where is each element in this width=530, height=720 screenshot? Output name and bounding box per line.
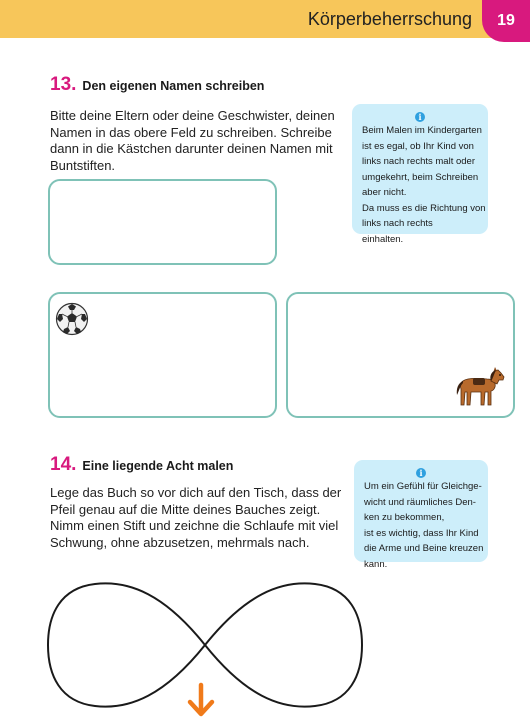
task-14-number: 14.: [50, 454, 77, 475]
task-14-heading: [50, 454, 233, 476]
task-14-text-line: Schwung, ohne abzusetzen, mehrmals nach.: [50, 534, 310, 550]
parent-name-field[interactable]: [48, 179, 277, 265]
info-line: ist es egal, ob Ihr Kind von: [362, 140, 474, 152]
soccer-ball-icon: [55, 302, 89, 336]
task-14-text-line: Pfeil genau auf die Mitte deines Bauches zeigt.: [50, 501, 321, 517]
task-13-text-line: dann in die Kästchen darunter deinen Namen mit: [50, 141, 333, 156]
task-14-instructions: [50, 485, 341, 551]
task-14-text-line: Nimm einen Stift und zeichne die Schlaufe mit viel: [50, 518, 339, 533]
task-14-info-box: [354, 460, 488, 570]
info-line: wicht und räumliches Den-: [364, 496, 476, 508]
info-line: Da muss es die Richtung von: [362, 202, 486, 214]
task-13-text-line: Buntstiften.: [50, 157, 116, 173]
task-14-title: Eine liegende Acht malen: [82, 459, 234, 473]
task-13-instructions: [50, 108, 335, 174]
horse-icon: [451, 367, 507, 409]
info-line: die Arme und Beine kreuzen: [364, 543, 484, 554]
task-13-info-box: [352, 104, 488, 245]
info-line: aber nicht.: [362, 187, 407, 198]
task-13-text-line: Namen in das obere Feld zu schreiben. Schreibe: [50, 124, 332, 140]
info-line: kann.: [364, 558, 388, 570]
info-line: Um ein Gefühl für Gleichge-: [364, 481, 482, 492]
task-13-title: Den eigenen Namen schreiben: [82, 79, 265, 93]
info-line: Beim Malen im Kindergarten: [362, 125, 482, 136]
task-14-text-line: Lege das Buch so vor dich auf den Tisch, dass der: [50, 485, 342, 500]
info-line: umgekehrt, beim Schreiben: [362, 171, 479, 183]
info-line: einhalten.: [362, 233, 404, 245]
info-line: ken zu bekommen,: [364, 512, 445, 523]
info-line: ist es wichtig, dass Ihr Kind: [364, 527, 479, 539]
task-13-text-line: Bitte deine Eltern oder deine Geschwister, deinen: [50, 108, 335, 123]
task-13-heading: [50, 74, 264, 96]
down-arrow-icon: [186, 682, 216, 718]
info-line: links nach rechts: [362, 218, 433, 229]
page-title: Körperbeherrschung: [307, 9, 472, 29]
info-line: links nach rechts malt oder: [362, 156, 475, 167]
info-icon: i: [415, 112, 425, 122]
info-icon: i: [416, 468, 426, 478]
task-13-number: 13.: [50, 74, 77, 95]
page-number-badge: 19: [482, 0, 530, 42]
